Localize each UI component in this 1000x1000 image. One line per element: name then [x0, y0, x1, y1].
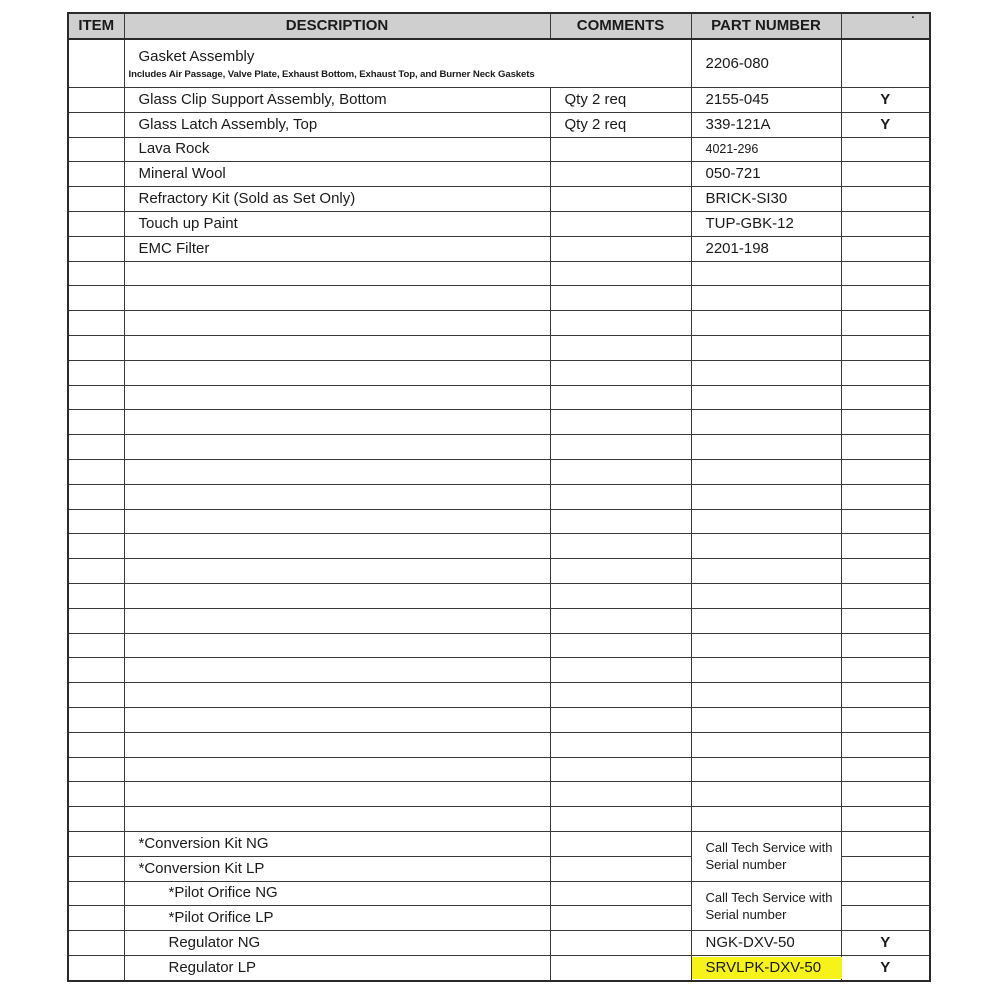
item-cell — [68, 459, 124, 484]
flag-cell — [841, 137, 930, 162]
empty-row — [68, 509, 930, 534]
description-cell — [124, 732, 550, 757]
empty-row — [68, 658, 930, 683]
part-number-cell — [691, 757, 841, 782]
flag-cell — [841, 335, 930, 360]
description-cell: Glass Clip Support Assembly, Bottom — [124, 88, 550, 113]
empty-row — [68, 757, 930, 782]
flag-cell: Y — [841, 112, 930, 137]
flag-cell — [841, 707, 930, 732]
flag-cell — [841, 261, 930, 286]
flag-cell — [841, 881, 930, 906]
item-cell — [68, 633, 124, 658]
item-cell — [68, 955, 124, 980]
item-cell — [68, 658, 124, 683]
item-cell — [68, 236, 124, 261]
description-cell — [124, 807, 550, 832]
table-row — [68, 831, 930, 856]
comments-cell — [550, 757, 691, 782]
flag-cell — [841, 906, 930, 931]
part-number-cell — [691, 286, 841, 311]
part-number-cell — [691, 782, 841, 807]
comments-cell — [550, 261, 691, 286]
table-row — [68, 88, 930, 113]
comments-cell — [550, 410, 691, 435]
description-cell — [124, 608, 550, 633]
part-number-cell — [691, 484, 841, 509]
empty-row — [68, 360, 930, 385]
part-number-cell: Call Tech Service with Serial number — [691, 831, 841, 881]
empty-row — [68, 608, 930, 633]
flag-cell: Y — [841, 88, 930, 113]
description-cell: Lava Rock — [124, 137, 550, 162]
description-cell — [124, 633, 550, 658]
description-cell — [124, 583, 550, 608]
part-number-cell: 2206-080 — [691, 39, 841, 88]
comments-cell — [550, 162, 691, 187]
item-cell — [68, 435, 124, 460]
flag-cell — [841, 559, 930, 584]
item-cell — [68, 583, 124, 608]
flag-cell — [841, 658, 930, 683]
table-row — [68, 162, 930, 187]
part-number-cell — [691, 534, 841, 559]
comments-cell — [550, 831, 691, 856]
flag-cell — [841, 683, 930, 708]
flag-cell — [841, 831, 930, 856]
comments-cell — [550, 683, 691, 708]
description-cell — [124, 707, 550, 732]
item-cell — [68, 39, 124, 88]
part-number-cell — [691, 583, 841, 608]
description-cell — [124, 484, 550, 509]
comments-cell — [550, 633, 691, 658]
empty-row — [68, 435, 930, 460]
empty-row — [68, 286, 930, 311]
empty-row — [68, 534, 930, 559]
part-number-cell — [691, 633, 841, 658]
part-number-cell: BRICK-SI30 — [691, 187, 841, 212]
header-flag-mark: · — [911, 12, 915, 24]
header-comments: COMMENTS — [550, 13, 691, 39]
description-cell — [124, 286, 550, 311]
part-number-cell — [691, 707, 841, 732]
part-number-cell — [691, 931, 841, 956]
comments-cell — [550, 385, 691, 410]
part-number-cell — [691, 608, 841, 633]
flag-cell — [841, 236, 930, 261]
item-cell — [68, 360, 124, 385]
description-cell: Regulator LP — [124, 955, 550, 980]
flag-cell — [841, 608, 930, 633]
item-cell — [68, 707, 124, 732]
comments-cell — [550, 658, 691, 683]
part-number-text: SRVLPK-DXV-50 — [692, 957, 842, 979]
flag-cell — [841, 459, 930, 484]
parts-list-sheet — [67, 12, 929, 982]
flag-cell — [841, 757, 930, 782]
description-cell — [124, 559, 550, 584]
description-cell — [124, 459, 550, 484]
item-cell — [68, 261, 124, 286]
description-cell: Mineral Wool — [124, 162, 550, 187]
item-cell — [68, 782, 124, 807]
item-cell — [68, 112, 124, 137]
header-flag — [841, 13, 930, 39]
part-number-cell — [691, 459, 841, 484]
description-cell: *Pilot Orifice NG — [124, 881, 550, 906]
part-number-cell: 2155-045 — [691, 88, 841, 113]
part-number-cell: 4021-296 — [691, 137, 841, 162]
part-number-cell — [691, 311, 841, 336]
part-number-cell: 050-721 — [691, 162, 841, 187]
comments-cell — [550, 732, 691, 757]
part-number-cell — [691, 435, 841, 460]
item-cell — [68, 385, 124, 410]
flag-cell — [841, 187, 930, 212]
empty-row — [68, 459, 930, 484]
header-item: ITEM — [68, 13, 124, 39]
table-row — [68, 187, 930, 212]
gasket-note: Includes Air Passage, Valve Plate, Exhaust Bottom, Exhaust Top, and Burner Neck Gaskets — [128, 69, 535, 80]
table-row — [68, 137, 930, 162]
description-cell — [124, 658, 550, 683]
flag-cell — [841, 410, 930, 435]
flag-cell: Y — [841, 931, 930, 956]
item-cell — [68, 509, 124, 534]
empty-row — [68, 807, 930, 832]
description-cell — [124, 410, 550, 435]
item-cell — [68, 732, 124, 757]
empty-row — [68, 782, 930, 807]
flag-cell: Y — [841, 955, 930, 980]
description-cell — [124, 335, 550, 360]
item-cell — [68, 410, 124, 435]
item-cell — [68, 831, 124, 856]
part-number-cell — [691, 385, 841, 410]
comments-cell — [550, 236, 691, 261]
empty-row — [68, 683, 930, 708]
item-cell — [68, 807, 124, 832]
item-cell — [68, 137, 124, 162]
table-row — [68, 236, 930, 261]
flag-cell — [841, 856, 930, 881]
item-cell — [68, 931, 124, 956]
flag-cell — [841, 435, 930, 460]
part-number-cell: TUP-GBK-12 — [691, 211, 841, 236]
comments-cell — [550, 955, 691, 980]
table-row — [68, 112, 930, 137]
part-number-cell — [691, 955, 841, 980]
description-cell: Refractory Kit (Sold as Set Only) — [124, 187, 550, 212]
header-description: DESCRIPTION — [124, 13, 550, 39]
part-number-cell — [691, 410, 841, 435]
comments-cell — [550, 807, 691, 832]
description-cell: Glass Latch Assembly, Top — [124, 112, 550, 137]
table-row-gasket-assembly — [68, 39, 930, 88]
flag-cell — [841, 583, 930, 608]
comments-cell — [550, 856, 691, 881]
flag-cell — [841, 311, 930, 336]
flag-cell — [841, 484, 930, 509]
description-cell: Touch up Paint — [124, 211, 550, 236]
description-cell — [124, 509, 550, 534]
item-cell — [68, 311, 124, 336]
item-cell — [68, 608, 124, 633]
part-number-cell: 339-121A — [691, 112, 841, 137]
part-number-cell — [691, 360, 841, 385]
part-number-cell: Call Tech Service with Serial number — [691, 881, 841, 931]
flag-cell — [841, 162, 930, 187]
part-number-text: NGK-DXV-50 — [705, 933, 795, 951]
comments-cell — [550, 906, 691, 931]
comments-cell — [550, 459, 691, 484]
part-number-cell — [691, 559, 841, 584]
item-cell — [68, 559, 124, 584]
description-cell — [124, 683, 550, 708]
part-number-cell — [691, 261, 841, 286]
comments-cell — [550, 509, 691, 534]
item-cell — [68, 856, 124, 881]
description-cell — [124, 261, 550, 286]
empty-row — [68, 385, 930, 410]
table-row — [68, 881, 930, 906]
description-cell: *Conversion Kit LP — [124, 856, 550, 881]
part-number-cell — [691, 683, 841, 708]
description-cell — [124, 311, 550, 336]
part-number-cell — [691, 335, 841, 360]
table-row — [68, 955, 930, 980]
item-cell — [68, 906, 124, 931]
flag-cell — [841, 385, 930, 410]
comments-cell — [550, 534, 691, 559]
flag-cell — [841, 633, 930, 658]
comments-cell: Qty 2 req — [550, 112, 691, 137]
comments-cell — [550, 360, 691, 385]
item-cell — [68, 484, 124, 509]
comments-cell — [550, 782, 691, 807]
empty-row — [68, 633, 930, 658]
item-cell — [68, 211, 124, 236]
part-number-cell: 2201-198 — [691, 236, 841, 261]
item-cell — [68, 88, 124, 113]
item-cell — [68, 757, 124, 782]
item-cell — [68, 534, 124, 559]
item-cell — [68, 683, 124, 708]
part-number-cell — [691, 807, 841, 832]
comments-cell — [550, 707, 691, 732]
empty-row — [68, 335, 930, 360]
comments-cell — [550, 559, 691, 584]
table-header-row — [68, 13, 930, 39]
table-row — [68, 211, 930, 236]
description-cell: *Conversion Kit NG — [124, 831, 550, 856]
description-cell — [124, 435, 550, 460]
comments-cell — [550, 187, 691, 212]
comments-cell — [550, 211, 691, 236]
comments-cell — [550, 335, 691, 360]
empty-row — [68, 311, 930, 336]
comments-cell — [550, 608, 691, 633]
empty-row — [68, 732, 930, 757]
comments-cell — [550, 881, 691, 906]
item-cell — [68, 162, 124, 187]
item-cell — [68, 286, 124, 311]
description-cell — [124, 782, 550, 807]
comments-cell — [550, 286, 691, 311]
description-cell — [124, 757, 550, 782]
description-cell — [124, 534, 550, 559]
description-cell — [124, 360, 550, 385]
description-cell — [124, 39, 691, 88]
parts-table — [67, 12, 931, 982]
flag-cell — [841, 509, 930, 534]
empty-row — [68, 559, 930, 584]
empty-row — [68, 484, 930, 509]
description-cell: EMC Filter — [124, 236, 550, 261]
item-cell — [68, 187, 124, 212]
comments-cell — [550, 435, 691, 460]
description-cell — [124, 385, 550, 410]
empty-row — [68, 707, 930, 732]
part-number-cell — [691, 509, 841, 534]
comments-cell: Qty 2 req — [550, 88, 691, 113]
flag-cell — [841, 807, 930, 832]
item-cell — [68, 881, 124, 906]
flag-cell — [841, 534, 930, 559]
flag-cell — [841, 782, 930, 807]
part-number-cell — [691, 658, 841, 683]
table-row — [68, 931, 930, 956]
empty-row — [68, 583, 930, 608]
empty-row — [68, 410, 930, 435]
flag-cell — [841, 39, 930, 88]
comments-cell — [550, 583, 691, 608]
comments-cell — [550, 311, 691, 336]
description-cell: *Pilot Orifice LP — [124, 906, 550, 931]
flag-cell — [841, 286, 930, 311]
comments-cell — [550, 137, 691, 162]
header-part-number: PART NUMBER — [691, 13, 841, 39]
comments-cell — [550, 484, 691, 509]
flag-cell — [841, 360, 930, 385]
flag-cell — [841, 211, 930, 236]
part-number-cell — [691, 732, 841, 757]
gasket-title: Gasket Assembly — [138, 48, 255, 65]
description-cell: Regulator NG — [124, 931, 550, 956]
comments-cell — [550, 931, 691, 956]
item-cell — [68, 335, 124, 360]
empty-row — [68, 261, 930, 286]
flag-cell — [841, 732, 930, 757]
